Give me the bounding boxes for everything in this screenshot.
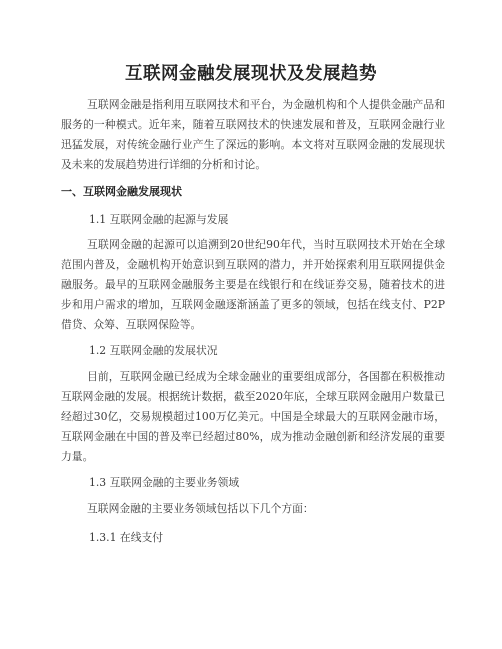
subsection-text-1-3: 互联网金融的主要业务领域包括以下几个方面： [87, 502, 314, 515]
subsection-heading-1-2: 1.2 互联网金融的发展状况 [89, 344, 218, 357]
subsection-heading-1-3: 1.3 互联网金融的主要业务领域 [89, 476, 240, 489]
intro-paragraph: 互联网金融是指利用互联网技术和平台，为金融机构和个人提供金融产品和服务的一种模式。近年来，随着互联网技术的快速发展和普及，互联网金融行业迅猛发展，对传统金融行业产生了深远的影响。本文将对互联网金融的发展现状及未来的发展趋势进行详细的分析和讨论。 [61, 98, 445, 171]
subsubsection-heading-1-3-1: 1.3.1 在线支付 [89, 531, 164, 544]
subsection-heading-1-1: 1.1 互联网金融的起源与发展 [89, 213, 229, 226]
subsection-text-1-2: 目前，互联网金融已经成为全球金融业的重要组成部分，各国都在积极推动互联网金融的发展。根据统计数据，截至2020年底，全球互联网金融用户数量已经超过30亿，交易规模超过100万亿美元。中国是全球最大的互联网金融市场，互联网金融在中国的普及率已经超过80%，成为推动金融创新和经济发展的重要力量。 [61, 370, 445, 463]
section-heading: 一、互联网金融发展现状 [61, 185, 182, 198]
subsection-text-1-1: 互联网金融的起源可以追溯到20世纪90年代，当时互联网技术开始在全球范围内普及，金融机构开始意识到互联网的潜力，并开始探索利用互联网提供金融服务。最早的互联网金融服务主要是在线银行和在线证券交易，随着技术的进步和用户需求的增加，互联网金融逐渐涵盖了更多的领域，包括在线支付、P2P借贷、众筹、互联网保险等。 [61, 238, 445, 331]
document-title: 互联网金融发展现状及发展趋势 [125, 64, 377, 84]
